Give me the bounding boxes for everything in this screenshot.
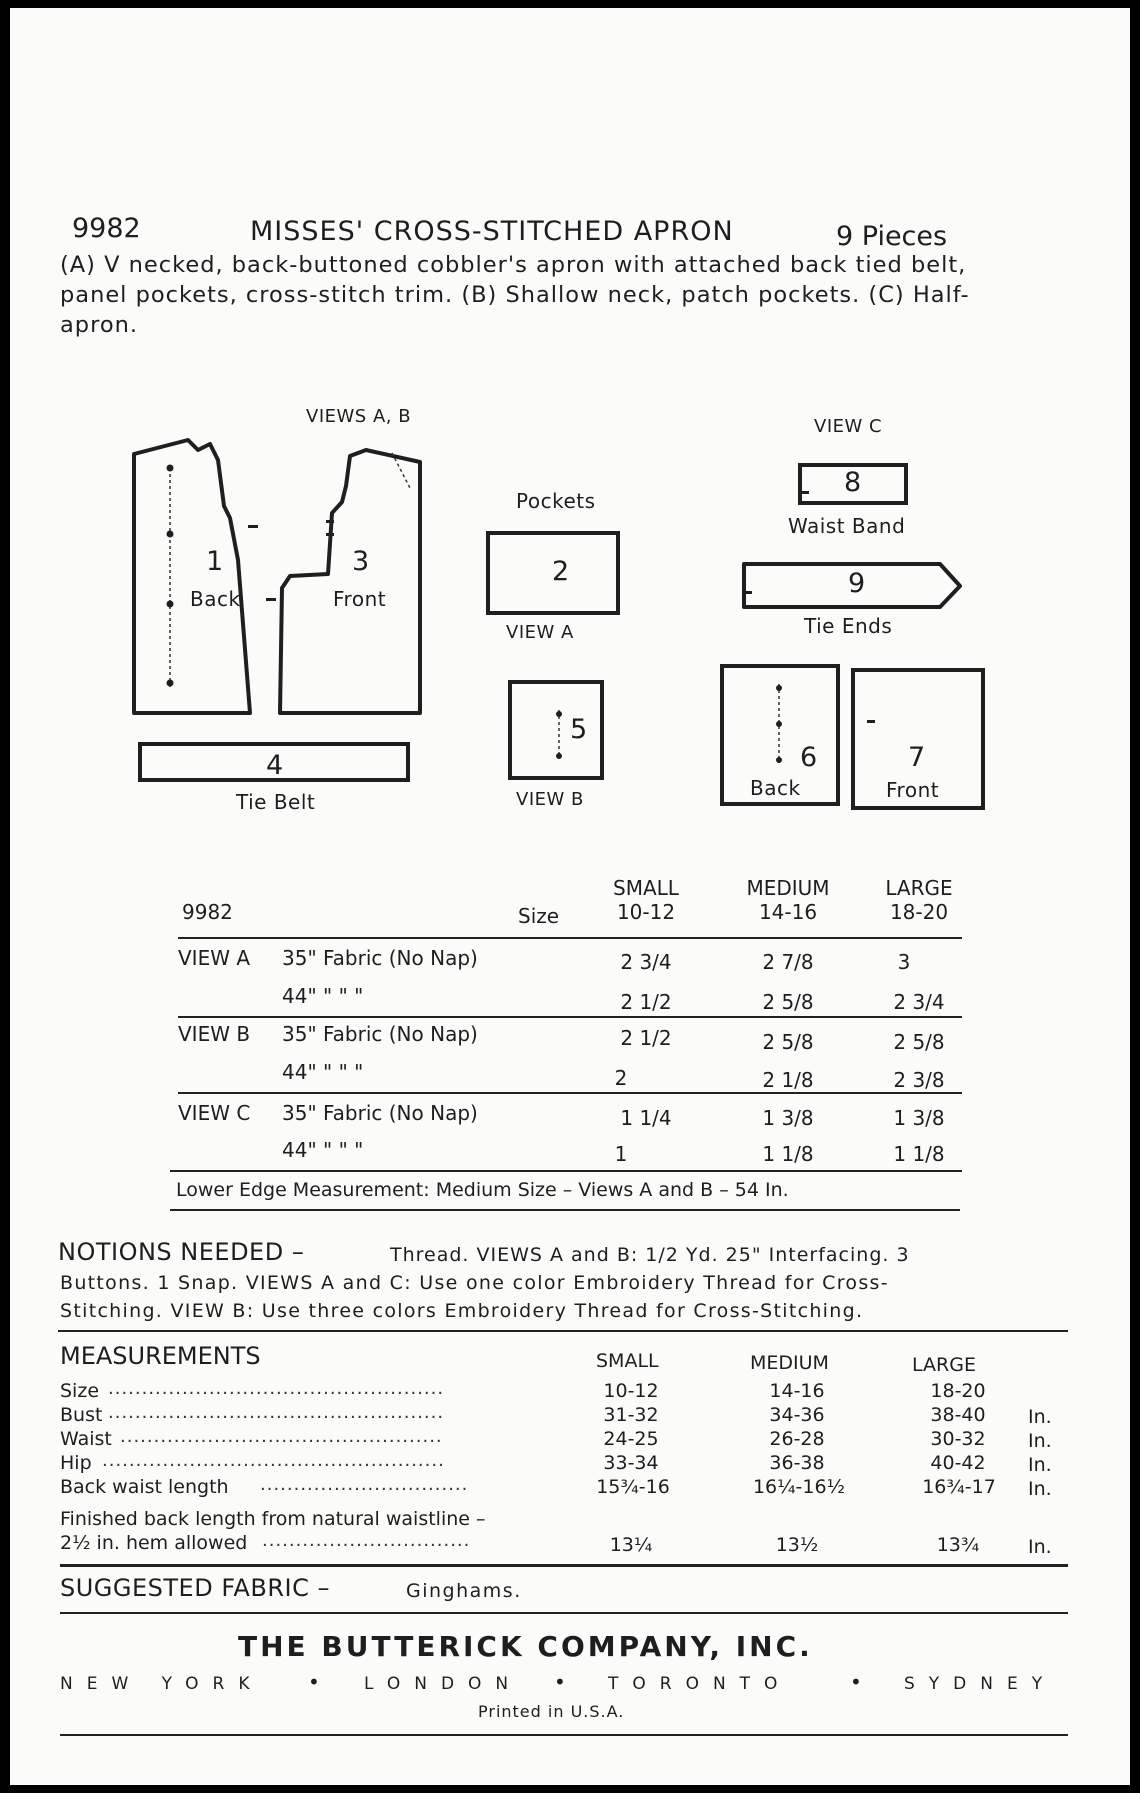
piece-8-name: Waist Band	[788, 514, 906, 538]
measurement-cell: 34-36	[769, 1404, 825, 1426]
measurement-cell: 16¾-17	[922, 1476, 996, 1498]
piece-count: 9 Pieces	[836, 221, 948, 252]
measurement-cell: 10-12	[603, 1380, 659, 1402]
piece-7-number: 7	[908, 742, 926, 773]
finished-length-cell: 13¼	[609, 1534, 653, 1556]
yardage-cell: 2 5/8	[762, 1030, 814, 1054]
finished-length-cell: 13½	[775, 1534, 819, 1556]
yardage-row-fabric: 44" " " "	[282, 984, 364, 1008]
yardage-cell: 1 1/8	[893, 1142, 945, 1166]
measurement-cell: 38-40	[930, 1404, 986, 1426]
piece-5-number: 5	[570, 714, 588, 745]
notions-line-1: Thread. VIEWS A and B: 1/2 Yd. 25" Interfacing. 3	[390, 1244, 910, 1266]
measurement-cell: 33-34	[603, 1452, 659, 1474]
yardage-cell: 2 1/8	[762, 1068, 814, 1092]
yardage-col-small: SMALL	[613, 876, 679, 900]
piece-2-number: 2	[552, 556, 570, 587]
measurement-cell: 15¾-16	[596, 1476, 670, 1498]
piece-1-name: Back	[190, 587, 241, 611]
views-ab-label: VIEWS A, B	[306, 406, 412, 427]
fabric-heading: SUGGESTED FABRIC –	[60, 1574, 330, 1602]
pockets-label: Pockets	[516, 489, 596, 513]
yardage-cell: 2 1/2	[620, 1026, 672, 1050]
measurement-unit: In.	[1028, 1478, 1052, 1500]
yardage-row-view: VIEW B	[178, 1022, 251, 1046]
yardage-cell: 3	[897, 950, 911, 974]
printed-in: Printed in U.S.A.	[478, 1702, 625, 1721]
yardage-cell: 1 1/8	[762, 1142, 814, 1166]
measurement-cell: 16¼-16½	[752, 1476, 846, 1498]
city-toronto: TORONTO	[608, 1674, 792, 1694]
city-sydney: SYDNEY	[904, 1674, 1057, 1694]
yardage-row-fabric: 35" Fabric (No Nap)	[282, 1101, 478, 1125]
yardage-size-label: Size	[518, 904, 560, 928]
measurements-col-medium: MEDIUM	[750, 1352, 829, 1374]
yardage-col-large: LARGE	[885, 876, 953, 900]
measurement-cell: 24-25	[603, 1428, 659, 1450]
measurement-label: Back waist length	[60, 1476, 229, 1498]
finished-length-cell: 13¾	[936, 1534, 980, 1556]
yardage-row-fabric: 44" " " "	[282, 1138, 364, 1162]
yardage-col-medium-range: 14-16	[758, 900, 818, 924]
measurement-cell: 36-38	[769, 1452, 825, 1474]
measurement-cell: 30-32	[930, 1428, 986, 1450]
piece-5-pocket	[508, 680, 604, 780]
measurement-label: Bust	[60, 1404, 103, 1426]
lower-edge-measurement: Lower Edge Measurement: Medium Size – Views A and B – 54 In.	[176, 1179, 789, 1201]
piece-6-name: Back	[750, 776, 801, 800]
yardage-row-view: VIEW A	[178, 946, 251, 970]
view-b-label: VIEW B	[516, 789, 584, 810]
yardage-cell: 2	[614, 1066, 628, 1090]
piece-8-number: 8	[844, 467, 862, 498]
measurements-heading: MEASUREMENTS	[60, 1342, 261, 1370]
notions-line-2: Buttons. 1 Snap. VIEWS A and C: Use one color Embroidery Thread for Cross-	[60, 1272, 889, 1294]
yardage-row-fabric: 35" Fabric (No Nap)	[282, 1022, 478, 1046]
yardage-col-medium: MEDIUM	[746, 876, 830, 900]
measurement-label: Hip	[60, 1452, 92, 1474]
description-line-1: (A) V necked, back-buttoned cobbler's apron with attached back tied belt,	[60, 252, 967, 278]
piece-9-number: 9	[848, 568, 866, 599]
piece-6-number: 6	[800, 742, 818, 773]
piece-4-name: Tie Belt	[236, 790, 316, 814]
yardage-col-small-range: 10-12	[616, 900, 676, 924]
measurements-col-large: LARGE	[912, 1354, 976, 1376]
company-name: THE BUTTERICK COMPANY, INC.	[238, 1630, 813, 1663]
yardage-cell: 2 5/8	[893, 1030, 945, 1054]
finished-length-unit: In.	[1028, 1536, 1052, 1558]
yardage-cell: 1 3/8	[762, 1106, 814, 1130]
measurement-unit: In.	[1028, 1430, 1052, 1452]
piece-3-number: 3	[352, 546, 370, 577]
piece-3-name: Front	[333, 587, 387, 611]
view-c-label: VIEW C	[814, 416, 883, 437]
pattern-number: 9982	[72, 213, 141, 244]
description-line-3: apron.	[60, 312, 139, 338]
pattern-envelope-back: 9982 MISSES' CROSS-STITCHED APRON 9 Pieces (A) V necked, back-buttoned cobbler's apron with attached back tied belt, panel pockets, cross-stitch trim. (B) Shallow neck, patch pockets. (C) Half- apron. VIEWS A, B VIEW C Pockets VIEW A VIEW B 1 Back 3 Front 2 5 4 Tie Belt 8 Waist Band 9 Tie Ends 6 Back 7 Front 9982 Size SMALL 10-12 MEDIUM 14-16 LARGE 18-20 VIEW A 35" Fabric (No Nap) 2 3/4 2 7/8 3 44" " " " 2 1/2 2 5/8 2 3/4 VIEW B 35" Fabric (No Nap) 2 1/2 2 5/8 2 5/8 44" " " " 2 2 1/8 2 3/8 VIEW C 35" Fabric (No Nap) 1 1/4 1 3/8 1 3/8 44" " " " 1 1 1/8 1 1/8 Lower Edge Measurement: Medium Size – Views A and B – 54 In. NOTIONS NEEDED – Thread. VIEWS A and B: 1/2 Yd. 25" Interfacing. 3 Buttons. 1 Snap. VIEWS A and C: Use one color Embroidery Thread for Cross- Stitching. VIEW B: Use three colors Embroidery Thread for Cross-Stitching. MEASUREMENTS SMALL MEDIUM LARGE Size .................................................. 10-12 14-16 18-20 Bust .................................................. 31-32 34-36 38-40 In. Waist ................................................ 24-25 26-28 30-32 In. Hip ................................................... 33-34 36-38 40-42 In. Back waist length ............................... 15¾-16 16¼-16½ 16¾-17 In. Finished back length from natural waistline – 2½ in. hem allowed ............................... 13¼ 13½ 13¾ In. SUGGESTED FABRIC – Ginghams. THE BUTTERICK COMPANY, INC. NEW YORK • LONDON • TORONTO • SYDNEY Printed in U.S.A.	[10, 8, 1130, 1785]
yardage-col-large-range: 18-20	[889, 900, 949, 924]
measurements-col-small: SMALL	[596, 1350, 659, 1372]
yardage-cell: 1	[614, 1142, 628, 1166]
description-line-2: panel pockets, cross-stitch trim. (B) Shallow neck, patch pockets. (C) Half-	[60, 282, 970, 308]
finished-length-line-2: 2½ in. hem allowed	[60, 1532, 248, 1554]
measurement-cell: 40-42	[930, 1452, 986, 1474]
piece-7-name: Front	[886, 778, 940, 802]
yardage-row-view: VIEW C	[178, 1101, 251, 1125]
measurement-label: Size	[60, 1380, 100, 1402]
piece-4-number: 4	[266, 750, 284, 781]
yardage-cell: 2 3/4	[893, 990, 945, 1014]
measurement-cell: 26-28	[769, 1428, 825, 1450]
notions-line-3: Stitching. VIEW B: Use three colors Embroidery Thread for Cross-Stitching.	[60, 1300, 864, 1322]
pattern-title: MISSES' CROSS-STITCHED APRON	[250, 216, 734, 247]
measurement-unit: In.	[1028, 1454, 1052, 1476]
yardage-cell: 2 5/8	[762, 990, 814, 1014]
city-london: LONDON	[364, 1674, 523, 1694]
yardage-cell: 2 3/8	[893, 1068, 945, 1092]
yardage-cell: 2 7/8	[762, 950, 814, 974]
view-a-label: VIEW A	[506, 622, 574, 643]
yardage-cell: 2 3/4	[620, 950, 672, 974]
finished-length-line-1: Finished back length from natural waistline –	[60, 1508, 486, 1530]
fabric-text: Ginghams.	[406, 1580, 522, 1602]
yardage-row-fabric: 44" " " "	[282, 1060, 364, 1084]
measurement-label: Waist	[60, 1428, 112, 1450]
city-new-york: NEW YORK	[60, 1674, 264, 1694]
piece-1-number: 1	[206, 546, 224, 577]
yardage-cell: 1 3/8	[893, 1106, 945, 1130]
piece-9-name: Tie Ends	[804, 614, 893, 638]
measurement-cell: 18-20	[930, 1380, 986, 1402]
yardage-cell: 2 1/2	[620, 990, 672, 1014]
notions-heading: NOTIONS NEEDED –	[58, 1238, 305, 1266]
yardage-cell: 1 1/4	[620, 1106, 672, 1130]
piece-1-back-outline	[134, 440, 250, 713]
measurement-cell: 14-16	[769, 1380, 825, 1402]
yardage-row-fabric: 35" Fabric (No Nap)	[282, 946, 478, 970]
piece-3-front-outline	[280, 450, 420, 713]
measurement-unit: In.	[1028, 1406, 1052, 1428]
yardage-pattern-number: 9982	[182, 900, 233, 924]
measurement-cell: 31-32	[603, 1404, 659, 1426]
